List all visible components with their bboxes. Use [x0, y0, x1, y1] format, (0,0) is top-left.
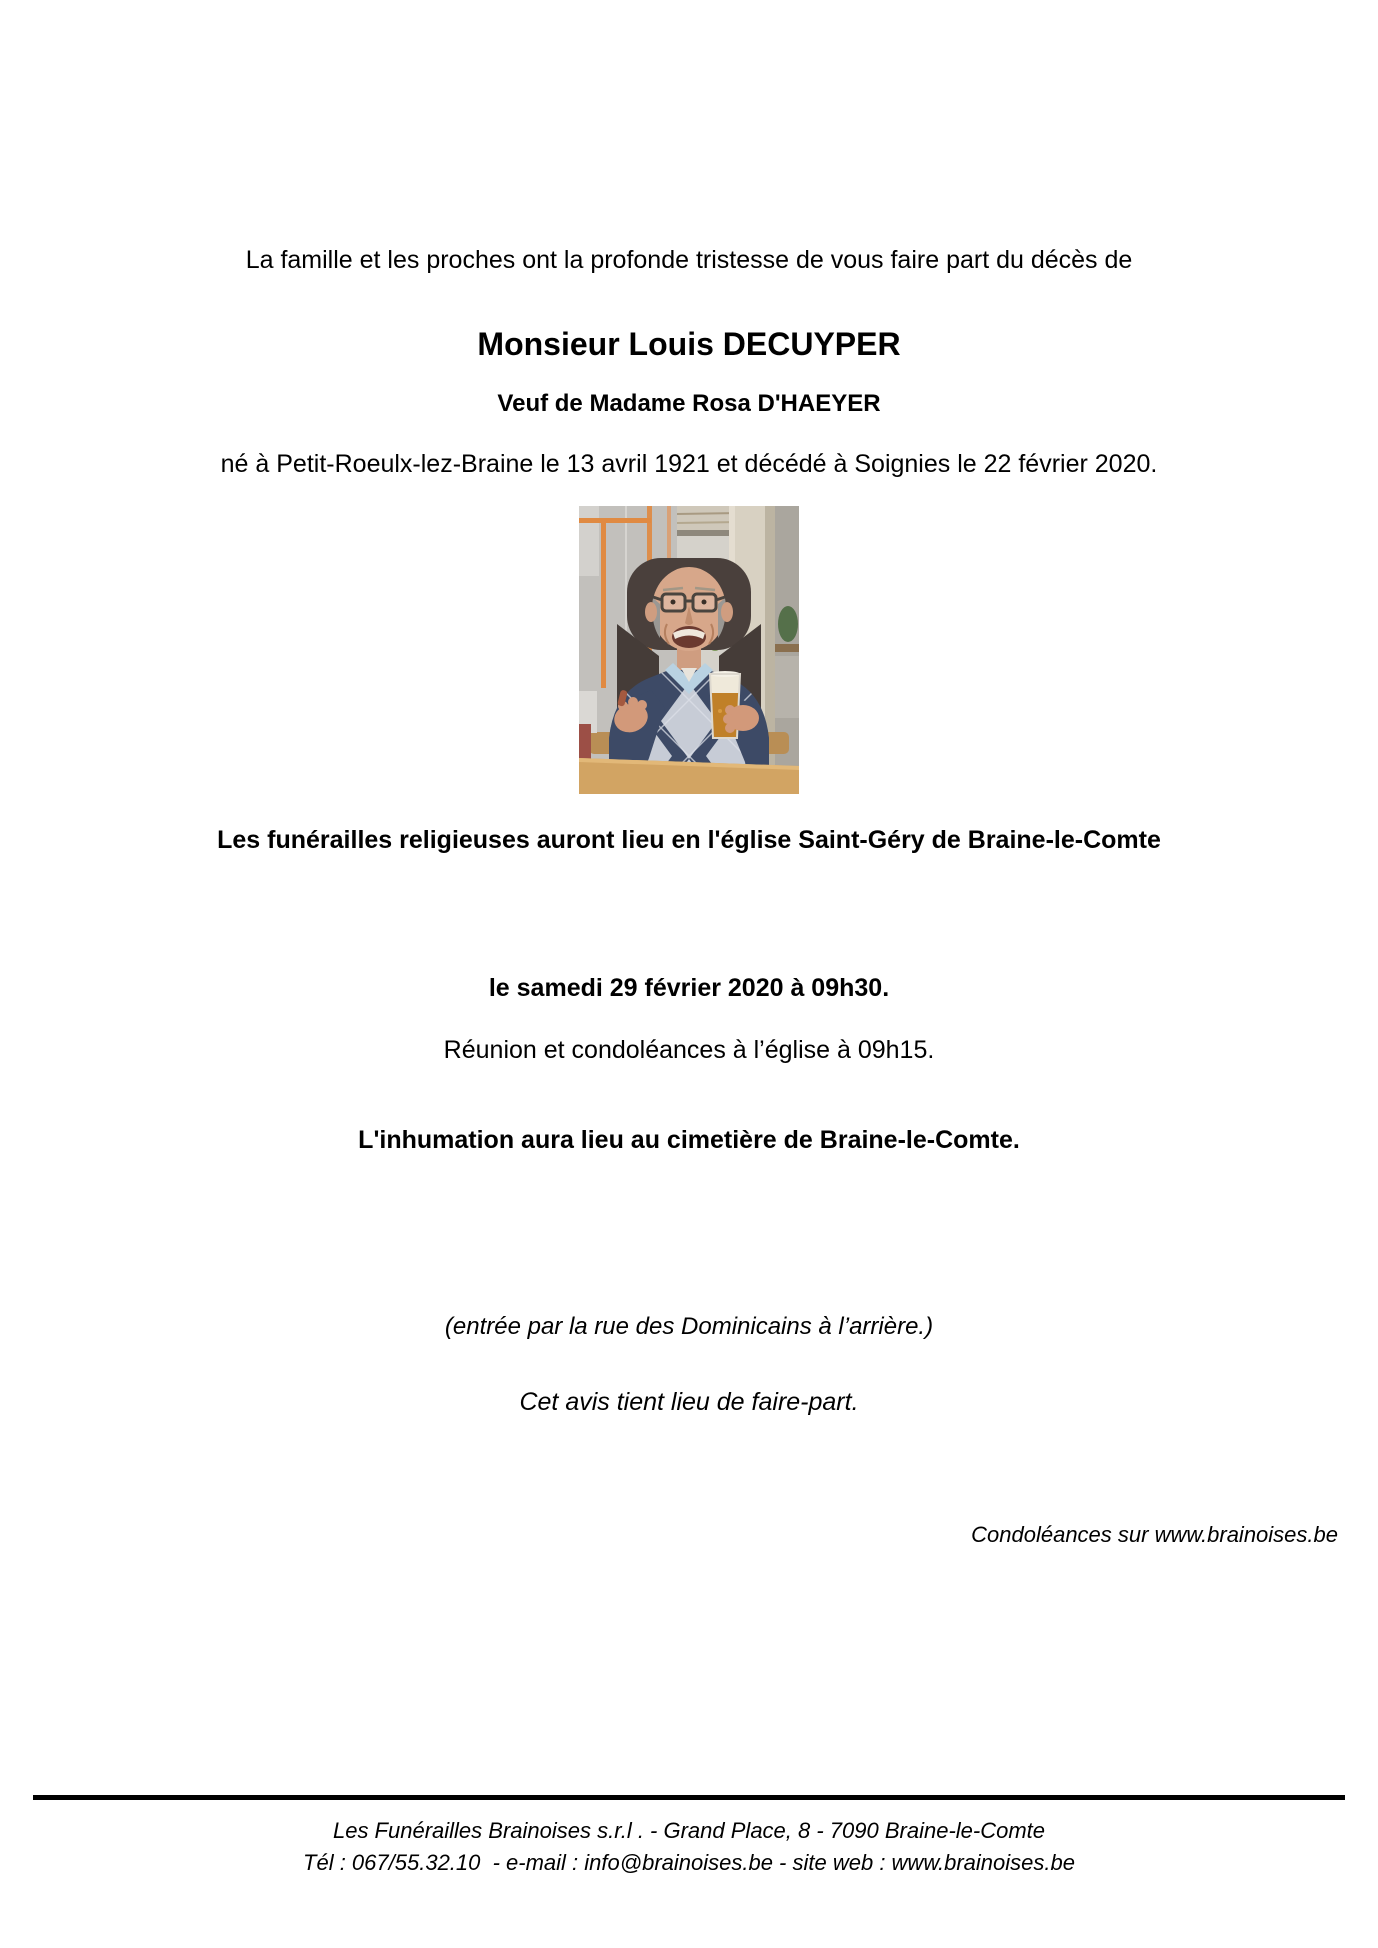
intro-line: La famille et les proches ont la profonde tristesse de vous faire part du décès de: [245, 246, 1133, 274]
burial-line: L'inhumation aura lieu au cimetière de Braine-le-Comte.: [358, 1126, 1020, 1154]
footer-contact-line: Tél : 067/55.32.10 - e-mail : info@brainoises.be - site web : www.brainoises.be: [303, 1850, 1075, 1875]
gathering-line: Réunion et condoléances à l’église à 09h15.: [443, 1036, 935, 1064]
footer-divider: [33, 1795, 1345, 1800]
deceased-name: Monsieur Louis DECUYPER: [477, 326, 901, 362]
funeral-datetime-line: le samedi 29 février 2020 à 09h30.: [488, 974, 890, 1002]
footer-company-line: Les Funérailles Brainoises s.r.l . - Grand Place, 8 - 7090 Braine-le-Comte: [332, 1818, 1046, 1843]
notice-statement: Cet avis tient lieu de faire-part.: [519, 1388, 859, 1416]
condolences-line: Condoléances sur www.brainoises.be: [971, 1522, 1338, 1547]
entrance-note: (entrée par la rue des Dominicains à l’arrière.): [444, 1313, 934, 1340]
birth-death-line: né à Petit-Roeulx-lez-Braine le 13 avril 1921 et décédé à Soignies le 22 février 2020.: [220, 450, 1158, 478]
funeral-location-line: Les funérailles religieuses auront lieu en l'église Saint-Géry de Braine-le-Comte: [217, 826, 1161, 854]
widower-line: Veuf de Madame Rosa D'HAEYER: [497, 390, 881, 417]
portrait-photo: [579, 506, 799, 794]
